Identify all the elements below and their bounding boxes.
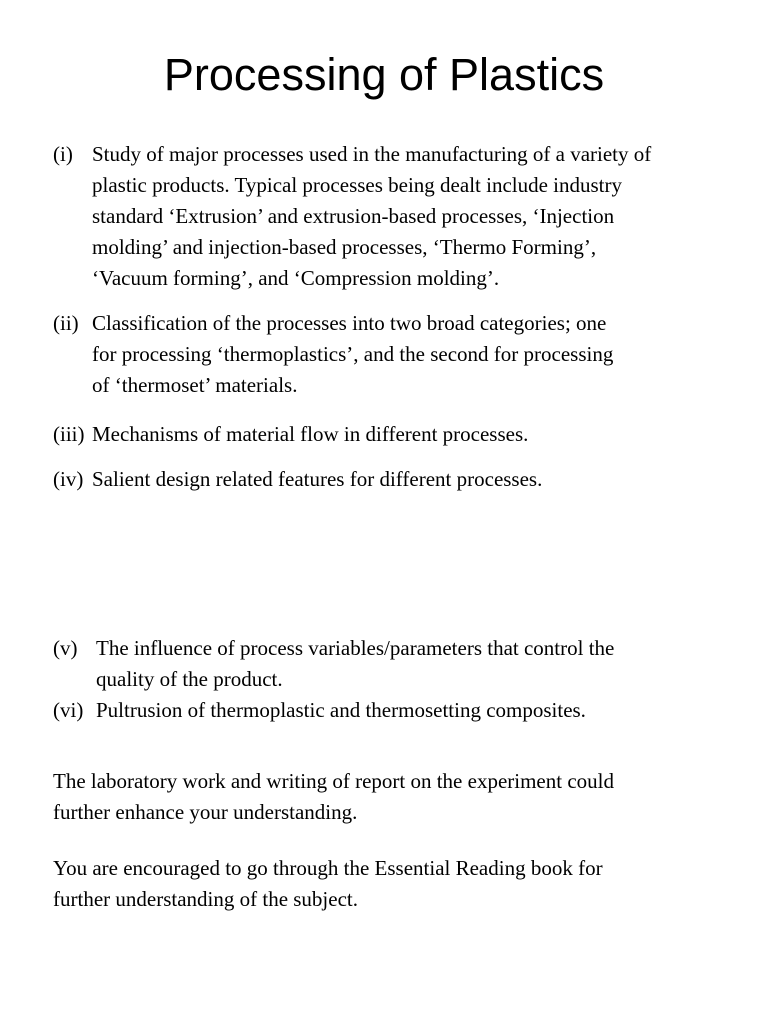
list-item-text: [92, 464, 753, 495]
list-marker: (ii): [53, 311, 79, 335]
text-line: Pultrusion of thermoplastic and thermosetting composites.: [96, 698, 586, 722]
paragraph-lab-work: [53, 766, 614, 828]
text-line: ‘Vacuum forming’, and ‘Compression molding’.: [92, 266, 500, 290]
paragraph-essential-reading: [53, 853, 603, 915]
text-line: The laboratory work and writing of report on the experiment could: [53, 769, 614, 793]
list-marker: (v): [53, 636, 78, 660]
text-line: The influence of process variables/parameters that control the: [96, 636, 615, 660]
text-line: standard ‘Extrusion’ and extrusion-based processes, ‘Injection: [92, 204, 615, 228]
list-marker: (iii): [53, 422, 85, 446]
text-line: You are encouraged to go through the Essential Reading book for: [53, 856, 603, 880]
list-item-i: [53, 139, 753, 294]
list-item-text: [96, 695, 753, 726]
list-item-iii: [53, 419, 753, 450]
text-line: further understanding of the subject.: [53, 887, 358, 911]
text-line: Study of major processes used in the manufacturing of a variety of: [92, 142, 652, 166]
list-marker: (vi): [53, 698, 84, 722]
list-item-ii: [53, 308, 753, 401]
text-line: plastic products. Typical processes being dealt include industry: [92, 173, 623, 197]
list-item-text: [92, 419, 753, 450]
text-line: further enhance your understanding.: [53, 800, 358, 824]
list-item-iv: [53, 464, 753, 495]
text-line: quality of the product.: [96, 667, 283, 691]
page-title: Processing of Plastics: [163, 49, 605, 100]
list-item-text: [92, 308, 753, 401]
text-line: of ‘thermoset’ materials.: [92, 373, 298, 397]
text-line: for processing ‘thermoplastics’, and the second for processing: [92, 342, 614, 366]
list-item-vi: [53, 695, 753, 726]
list-item-text: [96, 633, 753, 695]
list-marker: (iv): [53, 467, 84, 491]
text-line: Salient design related features for different processes.: [92, 467, 543, 491]
text-line: Classification of the processes into two broad categories; one: [92, 311, 607, 335]
list-item-v: [53, 633, 753, 695]
list-marker: (i): [53, 142, 73, 166]
text-line: molding’ and injection-based processes, ‘Thermo Forming’,: [92, 235, 597, 259]
list-item-text: [92, 139, 753, 294]
text-line: Mechanisms of material flow in different processes.: [92, 422, 529, 446]
